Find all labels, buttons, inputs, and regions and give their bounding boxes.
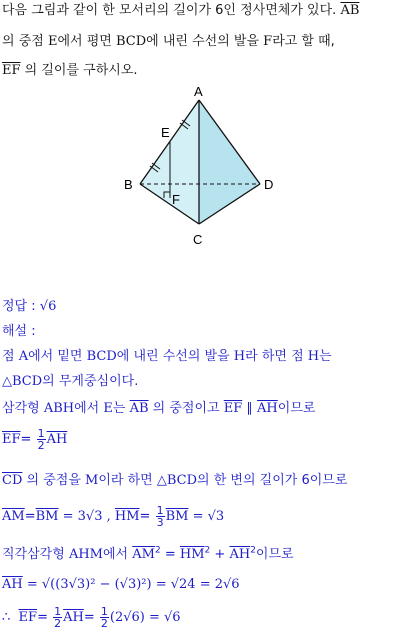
solution-line-8 [2,576,240,594]
fraction-one-third [156,505,165,528]
solution-text: 에서 [102,547,129,562]
plane-bcd: BCD [86,349,117,364]
segment-bm: $\overline{BM}$ [165,509,189,524]
segment-ah: $\overline{AH}$ [46,432,68,447]
point-h: H [233,349,246,364]
label-a: A [194,86,203,99]
point-h: H [307,349,320,364]
solution-line-1 [2,348,332,366]
label-d: D [264,177,274,192]
segment-bm: $\overline{BM}$ [35,509,59,524]
solution-text: 점 [2,349,15,364]
fraction-denominator: 2 [37,439,45,452]
label-b: B [124,177,133,192]
exponent: 2 [154,545,161,556]
value-ef: (2√6) = √6 [109,610,181,625]
fraction-one-half [100,606,109,629]
segment-ab: $\overline{AB}$ [340,3,360,18]
segment-ah: $\overline{AH}$ [2,577,23,592]
label-e: E [161,125,170,140]
face-right [199,100,260,224]
fraction-one-half [37,428,46,451]
equals-sign: = [20,432,32,447]
fraction-numerator: 1 [100,605,108,618]
fraction-denominator: 3 [156,516,164,529]
solution-line-6 [2,505,224,528]
solution-text: 이므로 [255,547,294,562]
segment-am: $\overline{AM}$ [132,547,155,562]
fraction-one-half [53,606,62,629]
point-m: M [85,473,99,488]
exponent: 2 [250,545,256,556]
solution-label: 해설 : [2,324,36,339]
solution-line-2 [2,373,138,391]
triangle-ahm: AHM [68,547,103,562]
solution-line-7 [2,546,294,564]
equals-sign: = [37,610,48,625]
solution-text: 에 내린 수선의 발을 [116,349,230,364]
solution-line-9 [2,606,181,629]
solution-line-3 [2,400,315,418]
triangle-bcd: △BCD [2,374,43,389]
segment-ab: $\overline{AB}$ [129,401,149,416]
problem-line-1 [2,2,359,20]
plus-sign: + [214,547,226,562]
solution-line-4 [2,428,67,451]
solution-text: 직각삼각형 [2,547,65,562]
parallel-symbol: ∥ [246,401,253,416]
solution-text: 에서 [74,401,100,416]
tetrahedron-figure [110,86,290,251]
triangle-abh: ABH [43,401,75,416]
segment-am: $\overline{AM}$ [2,509,25,524]
solution-text: 이므로 [277,401,316,416]
point-e: E [103,401,113,416]
solution-text: 의 한 변의 길이가 6이므로 [197,473,348,488]
problem-text: 에서 평면 [57,34,112,49]
problem-line-3 [2,62,138,80]
fraction-numerator: 1 [156,504,164,517]
exponent: 2 [204,545,211,556]
problem-text: 라고 할 때, [272,34,335,49]
segment-ef: $\overline{EF}$ [18,610,38,625]
label-c: C [193,232,203,247]
value-am: = 3√3 , [62,509,111,524]
equals-sign: = [139,509,151,524]
segment-ah: $\overline{AH}$ [63,610,84,625]
solution-text: 는 [319,349,332,364]
solution-text: 의 무게중심이다. [42,374,139,389]
solution-text: 의 중점을 [26,473,81,488]
problem-text: 에 내린 수선의 발을 [146,34,260,49]
therefore-symbol: ∴ [2,610,11,625]
problem-text: 다음 그림과 같이 한 모서리의 길이가 6인 정사면체가 있다. [2,3,337,18]
equals-sign: = [83,610,95,625]
problem-line-2 [2,33,335,51]
segment-ef: $\overline{EF}$ [2,63,21,78]
value-ah: = √((3√3)² − (√3)²) = √24 = 2√6 [26,577,240,592]
answer-value: √6 [39,299,57,314]
segment-cd: $\overline{CD}$ [2,473,23,488]
problem-text: 의 중점 [2,34,44,49]
segment-ef: $\overline{EF}$ [223,401,243,416]
solution-line-5 [2,472,347,490]
equals-sign: = [164,547,176,562]
fraction-denominator: 2 [54,617,62,630]
triangle-bcd: △BCD [156,473,198,488]
fraction-denominator: 2 [100,617,108,630]
fraction-numerator: 1 [37,427,45,440]
segment-ah: $\overline{AH}$ [257,401,278,416]
point-a: A [18,349,29,364]
segment-hm: $\overline{HM}$ [114,509,140,524]
problem-text: 의 길이를 구하시오. [24,63,138,78]
equals-sign: = [24,509,36,524]
segment-ah: $\overline{AH}$ [229,547,251,562]
solution-text: 에서 밑면 [28,349,83,364]
answer-label: 정답 : [2,299,36,314]
label-f: F [172,192,180,207]
segment-ef: $\overline{EF}$ [2,432,21,447]
solution-text: 라 하면 점 [245,349,304,364]
point-f: F [263,34,273,49]
solution-text: 삼각형 [2,401,40,416]
plane-bcd: BCD [115,34,147,49]
solution-text: 의 중점이고 [152,401,220,416]
answer-line [2,298,56,316]
segment-hm: $\overline{HM}$ [179,547,205,562]
solution-text: 는 [112,401,126,416]
value-hm: = √3 [192,509,225,524]
solution-text: 이라 하면 [98,473,153,488]
fraction-numerator: 1 [54,605,62,618]
point-e: E [47,34,58,49]
